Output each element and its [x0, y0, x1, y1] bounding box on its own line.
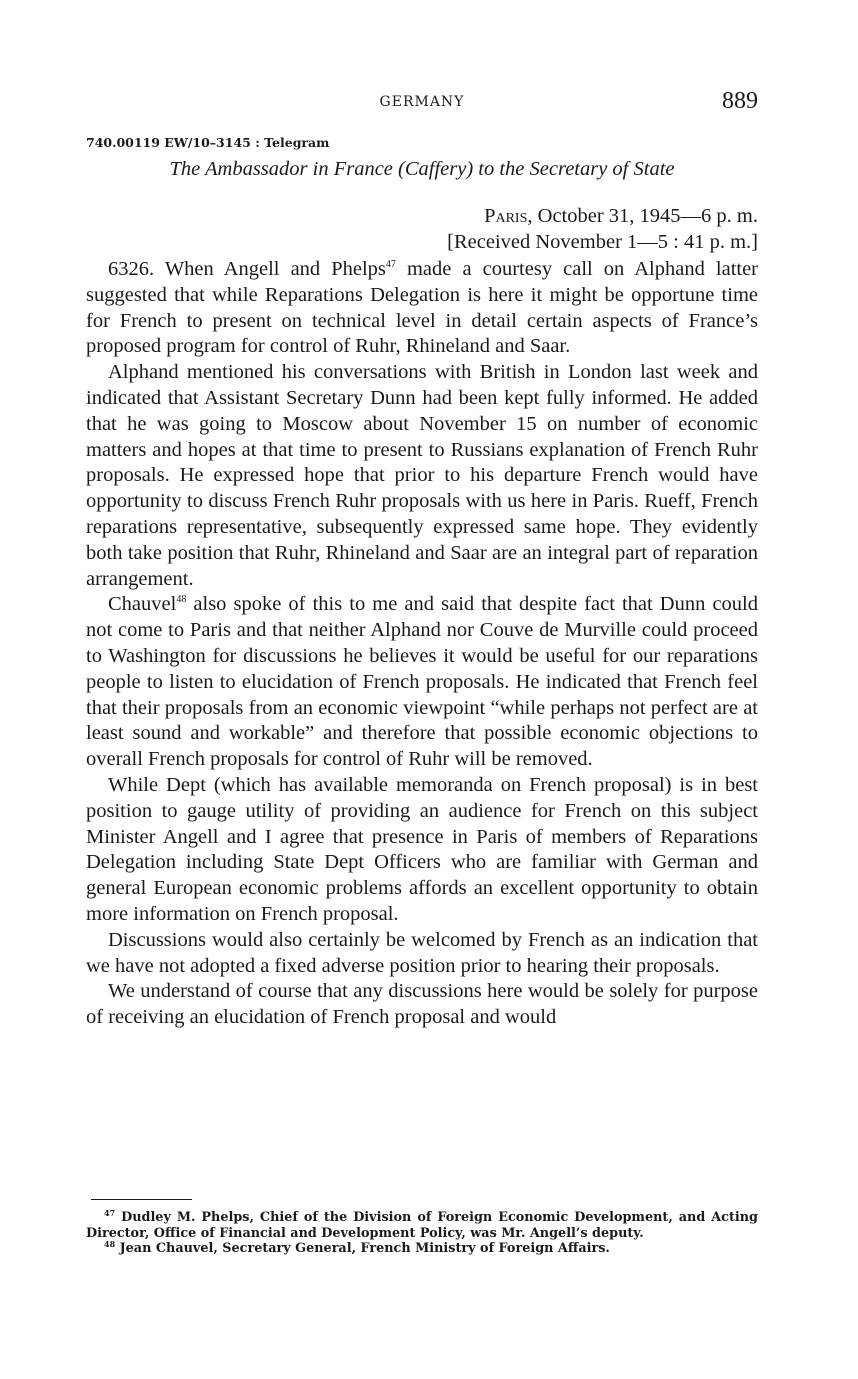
- telegram-body: [86, 257, 758, 1031]
- dateline-date: , October 31, 1945—6 p. m.: [527, 205, 758, 227]
- paragraph: We understand of course that any discussions here would be solely for purpose of receiving an elucidation of French proposal and would: [86, 980, 758, 1029]
- footnote-mark: 47: [104, 1208, 116, 1218]
- dateline: [447, 203, 758, 255]
- dateline-received: [Received November 1—5 : 41 p. m.]: [447, 231, 758, 253]
- paragraph: 6326. When Angell and Phelps$^{47}$ made a courtesy call on Alphand latter suggested that while Reparations Delegation is here it might be opportune time for French to present on technical level in detail certain aspects of France’s proposed program for control of Ruhr, Rhineland and Saar.: [86, 258, 759, 358]
- dateline-sent: [447, 203, 758, 229]
- dateline-place: Paris: [484, 205, 528, 227]
- paragraph: Alphand mentioned his conversations with British in London last week and indicated that Assistant Secretary Dunn had been kept fully informed. He added that he was going to Moscow about November 15 on number of economic matters and hopes at that time to present to Russians explanation of French Ruhr proposals. He expressed hope that prior to his departure French would have opportunity to discuss French Ruhr proposals with us here in Paris. Rueff, French reparations representative, subsequently expressed same hope. They evidently both take position that Ruhr, Rhineland and Saar are an integral part of reparation arrangement.: [86, 361, 758, 590]
- paragraph: While Dept (which has available memoranda on French proposal) is in best position to gauge utility of providing an audience for French on this subject Minister Angell and I agree that presence in Paris of members of Reparations Delegation including State Dept Officers who are familiar with German and general European economic problems affords an excellent opportunity to obtain more information on French proposal.: [86, 773, 758, 925]
- footnote-ref: 47: [385, 259, 396, 270]
- footnote-divider: [91, 1199, 192, 1200]
- document-title: The Ambassador in France (Caffery) to the Secretary of State: [169, 158, 675, 180]
- paragraph: Discussions would also certainly be welcomed by French as an indication that we have not adopted a fixed adverse position prior to hearing their proposals.: [86, 928, 758, 977]
- running-title: GERMANY: [379, 94, 465, 110]
- page-number: 889: [722, 88, 758, 114]
- file-number: 740.00119 EW/10–3145 : Telegram: [86, 135, 330, 150]
- footnote-48: $^{48}$ Jean Chauvel, Secretary General, French Ministry of Foreign Affairs.: [104, 1239, 610, 1257]
- footnote-mark: 48: [104, 1239, 116, 1250]
- footnote-ref: 48: [176, 594, 187, 606]
- paragraph: Chauvel$^{48}$ also spoke of this to me and said that despite fact that Dunn could not come to Paris and that neither Alphand nor Couve de Murville could proceed to Washington for discussions he believes it would be useful for our reparations people to listen to elucidation of French proposals. He indicated that French feel that their proposals from an economic viewpoint “while perhaps not perfect are at least sound and workable” and therefore that possible economic objections to overall French proposals for control of Ruhr will be removed.: [86, 593, 758, 771]
- footnote-47: $^{47}$ Dudley M. Phelps, Chief of the Division of Foreign Economic Development, and Acting Director, Office of Financial and Development Policy, was Mr. Angell’s deputy.: [86, 1208, 758, 1241]
- footnotes: [86, 1210, 758, 1257]
- running-head: [86, 88, 758, 118]
